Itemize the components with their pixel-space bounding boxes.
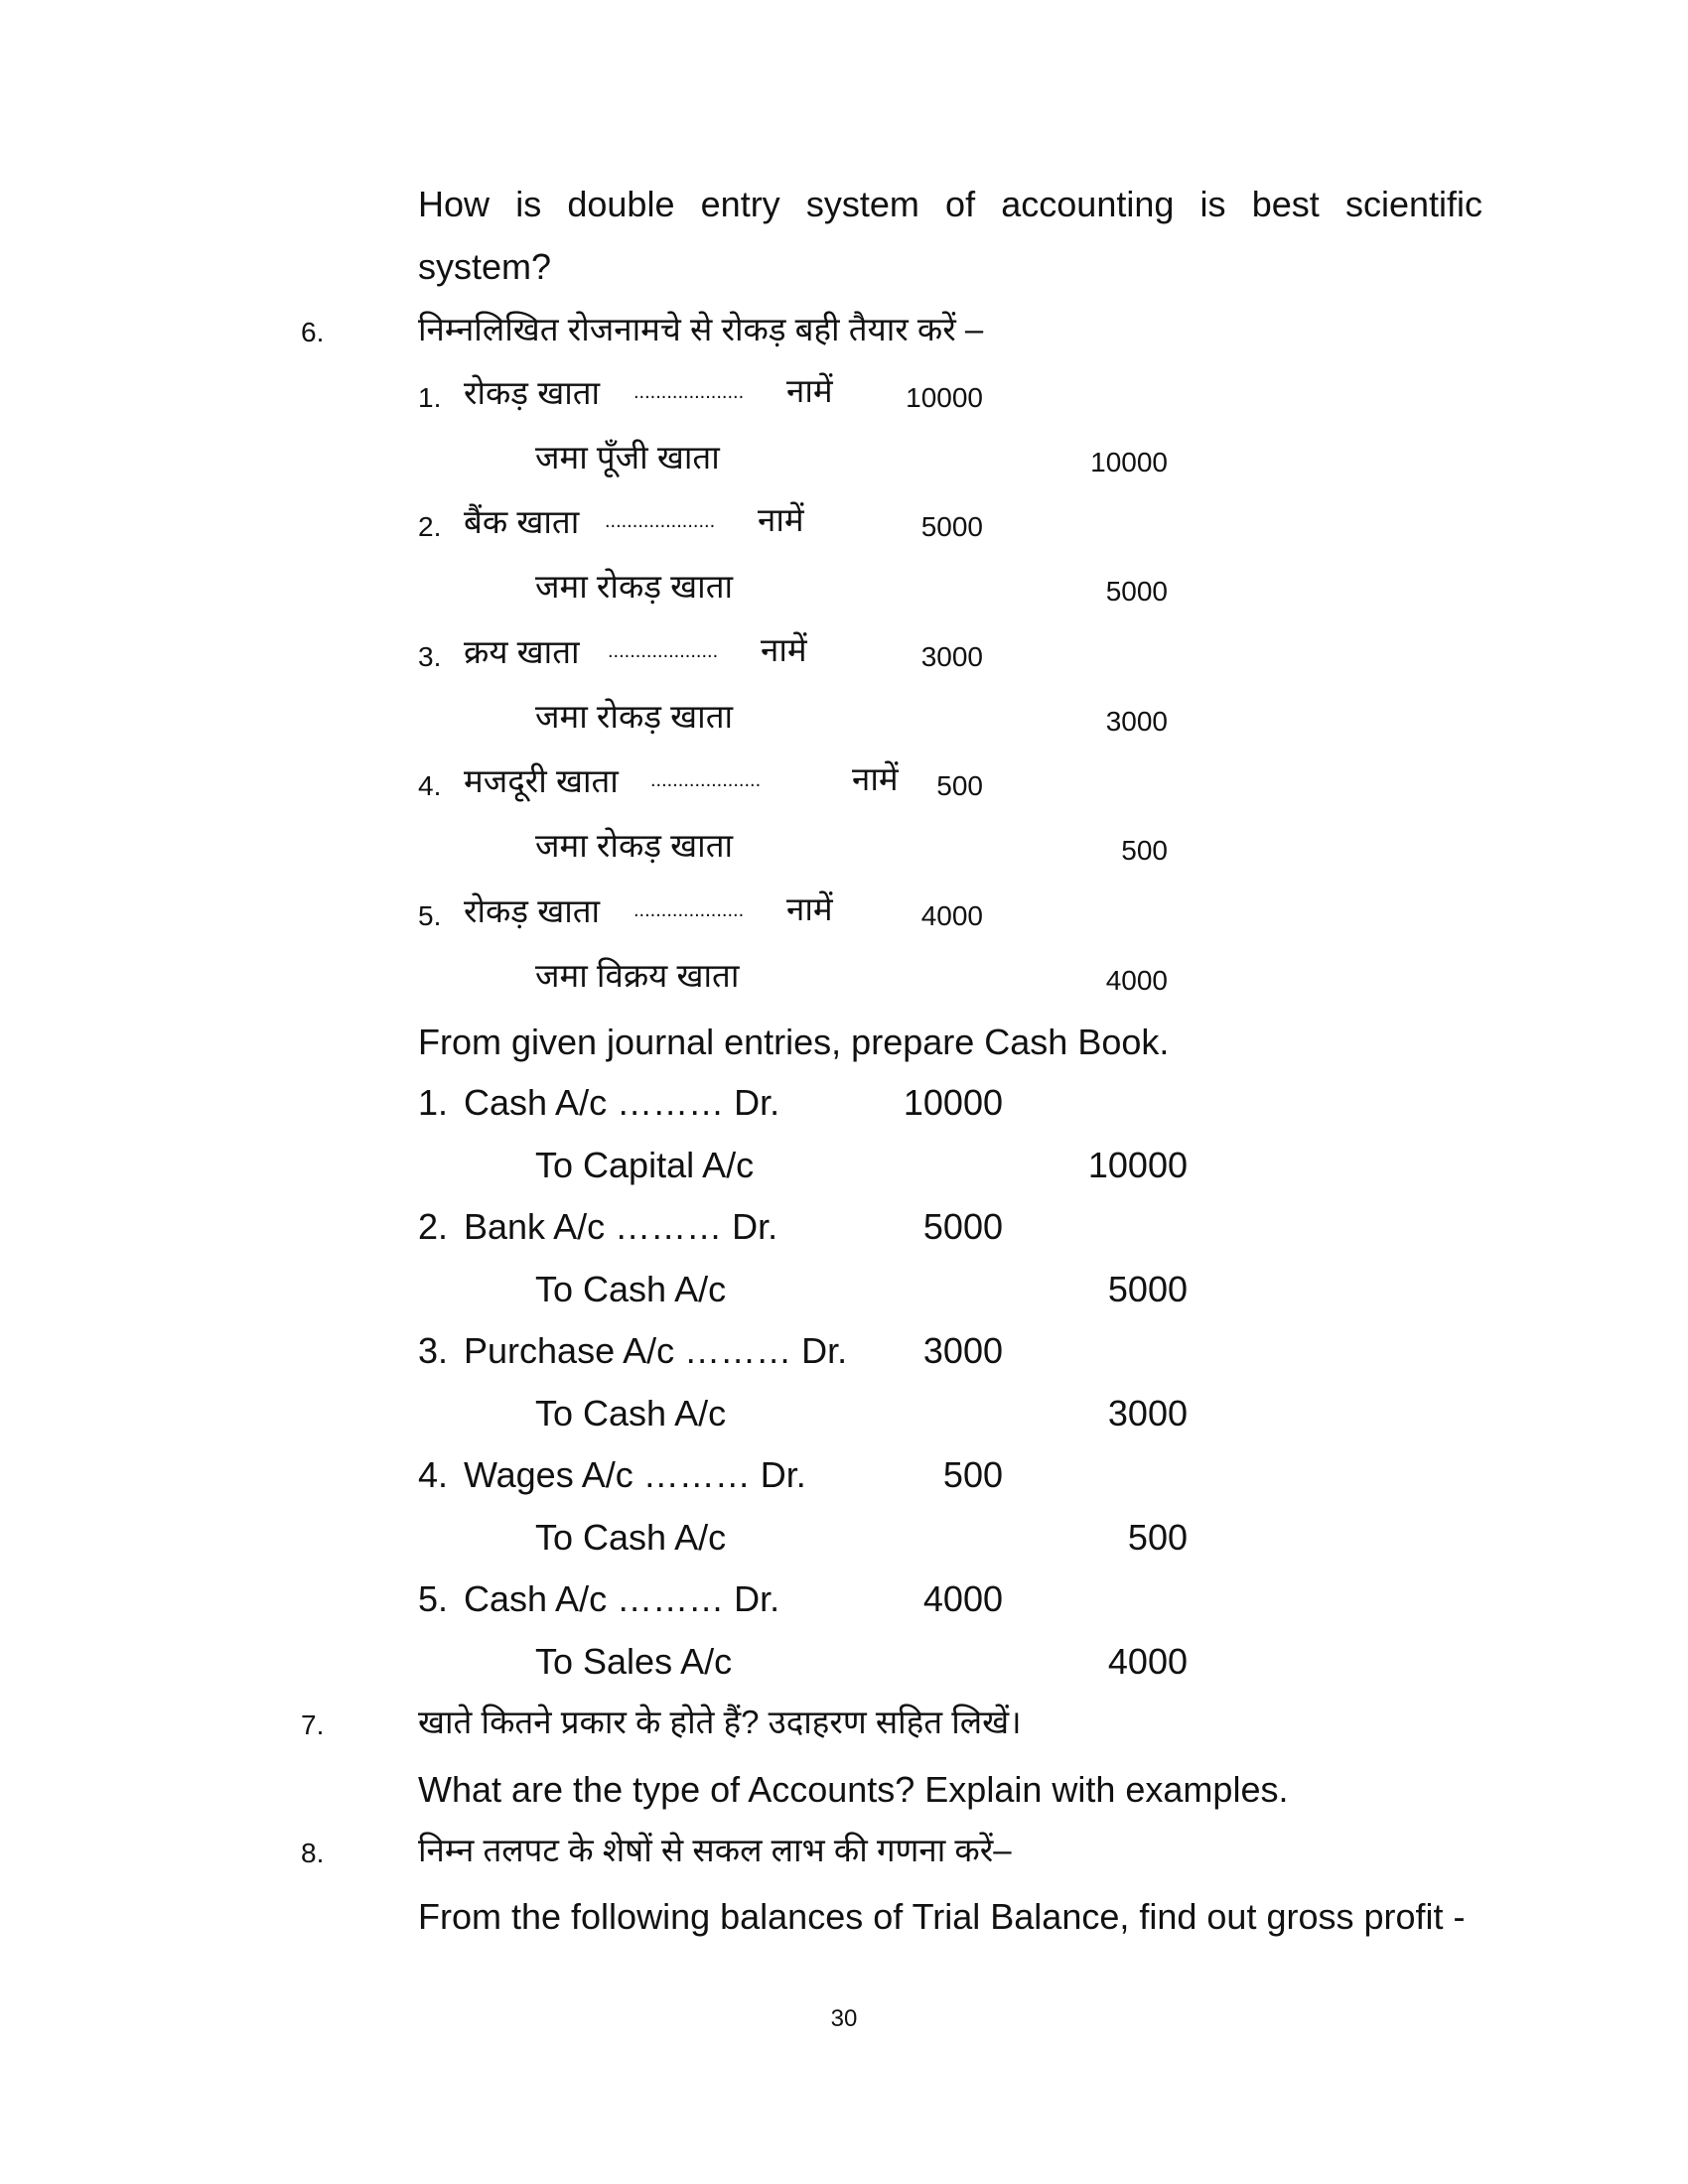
- debit-entry: Purchase A/c ……… Dr.: [464, 1330, 848, 1371]
- q8-english: From the following balances of Trial Balance, find out gross profit -: [418, 1896, 1466, 1937]
- dots-leader: ....................: [633, 899, 745, 921]
- entry-number: 5.: [418, 900, 442, 931]
- debit-account: क्रय खाता: [464, 633, 580, 670]
- credit-amount: 3000: [1107, 1393, 1188, 1433]
- debit-account: रोकड़ खाता: [464, 892, 601, 929]
- debit-entry: Cash A/c ……… Dr.: [464, 1578, 780, 1619]
- debit-entry: Bank A/c ……… Dr.: [464, 1206, 778, 1247]
- entry-number: 1.: [418, 1082, 449, 1123]
- credit-account: To Cash A/c: [535, 1393, 727, 1433]
- entry-number: 4.: [418, 770, 442, 801]
- debit-amount: 4000: [922, 1578, 1003, 1619]
- credit-amount: 10000: [1087, 1145, 1188, 1185]
- credit-amount: 5000: [1107, 1269, 1188, 1309]
- credit-account: To Cash A/c: [535, 1517, 727, 1558]
- credit-amount: 4000: [1107, 1641, 1188, 1682]
- credit-account: To Capital A/c: [535, 1145, 755, 1185]
- entry-number: 1.: [418, 382, 442, 413]
- q7-hindi: खाते कितने प्रकार के होते हैं? उदाहरण सहित लिखें।: [418, 1704, 1022, 1740]
- credit-account: To Sales A/c: [535, 1641, 733, 1682]
- debit-marker: नामें: [852, 760, 899, 797]
- q5-english-line2: system?: [418, 246, 552, 287]
- debit-amount: 500: [942, 1454, 1003, 1495]
- debit-account: मजदूरी खाता: [464, 762, 619, 799]
- credit-amount: 5000: [1105, 576, 1168, 607]
- q8-number: 8.: [301, 1838, 325, 1868]
- credit-amount: 500: [1121, 835, 1168, 866]
- debit-amount: 5000: [920, 511, 983, 542]
- credit-amount: 10000: [1090, 447, 1168, 478]
- q5-english-line1: How is double entry system of accounting is best scientific: [418, 184, 1482, 224]
- q7-english: What are the type of Accounts? Explain with examples.: [418, 1769, 1289, 1810]
- debit-account: रोकड़ खाता: [464, 374, 601, 411]
- credit-account: To Cash A/c: [535, 1269, 727, 1309]
- debit-amount: 5000: [922, 1206, 1003, 1247]
- debit-amount: 10000: [906, 382, 983, 413]
- q8-hindi: निम्न तलपट के शेषों से सकल लाभ की गणना करें–: [418, 1832, 1012, 1868]
- q7-number: 7.: [301, 1709, 325, 1740]
- debit-account: बैंक खाता: [464, 503, 580, 540]
- entry-number: 2.: [418, 1206, 449, 1247]
- debit-amount: 500: [936, 770, 983, 801]
- q6-english-prompt: From given journal entries, prepare Cash Book.: [418, 1022, 1170, 1062]
- entry-number: 3.: [418, 641, 442, 672]
- entry-number: 5.: [418, 1578, 449, 1619]
- q6-hindi-prompt: निम्नलिखित रोजनामचे से रोकड़ बही तैयार करें –: [418, 311, 984, 347]
- credit-amount: 500: [1127, 1517, 1188, 1558]
- debit-marker: नामें: [786, 890, 833, 927]
- page-number: 30: [830, 2005, 858, 2032]
- debit-marker: नामें: [786, 372, 833, 409]
- debit-entry: Cash A/c ……… Dr.: [464, 1082, 780, 1123]
- debit-marker: नामें: [761, 631, 807, 668]
- credit-account: जमा रोकड़ खाता: [535, 568, 734, 605]
- q6-number: 6.: [301, 317, 325, 347]
- dots-leader: ....................: [633, 381, 745, 403]
- debit-amount: 4000: [920, 900, 983, 931]
- entry-number: 3.: [418, 1330, 449, 1371]
- credit-account: जमा विक्रय खाता: [535, 957, 740, 994]
- dots-leader: ....................: [650, 769, 762, 791]
- debit-amount: 10000: [903, 1082, 1003, 1123]
- entry-number: 4.: [418, 1454, 449, 1495]
- credit-account: जमा पूँजी खाता: [535, 439, 720, 476]
- entry-number: 2.: [418, 511, 442, 542]
- debit-marker: नामें: [758, 501, 804, 538]
- credit-account: जमा रोकड़ खाता: [535, 827, 734, 864]
- credit-amount: 3000: [1105, 706, 1168, 737]
- credit-account: जमा रोकड़ खाता: [535, 698, 734, 735]
- debit-amount: 3000: [920, 641, 983, 672]
- dots-leader: ....................: [605, 510, 716, 532]
- dots-leader: ....................: [608, 640, 719, 662]
- debit-amount: 3000: [922, 1330, 1003, 1371]
- debit-entry: Wages A/c ……… Dr.: [464, 1454, 806, 1495]
- credit-amount: 4000: [1105, 965, 1168, 996]
